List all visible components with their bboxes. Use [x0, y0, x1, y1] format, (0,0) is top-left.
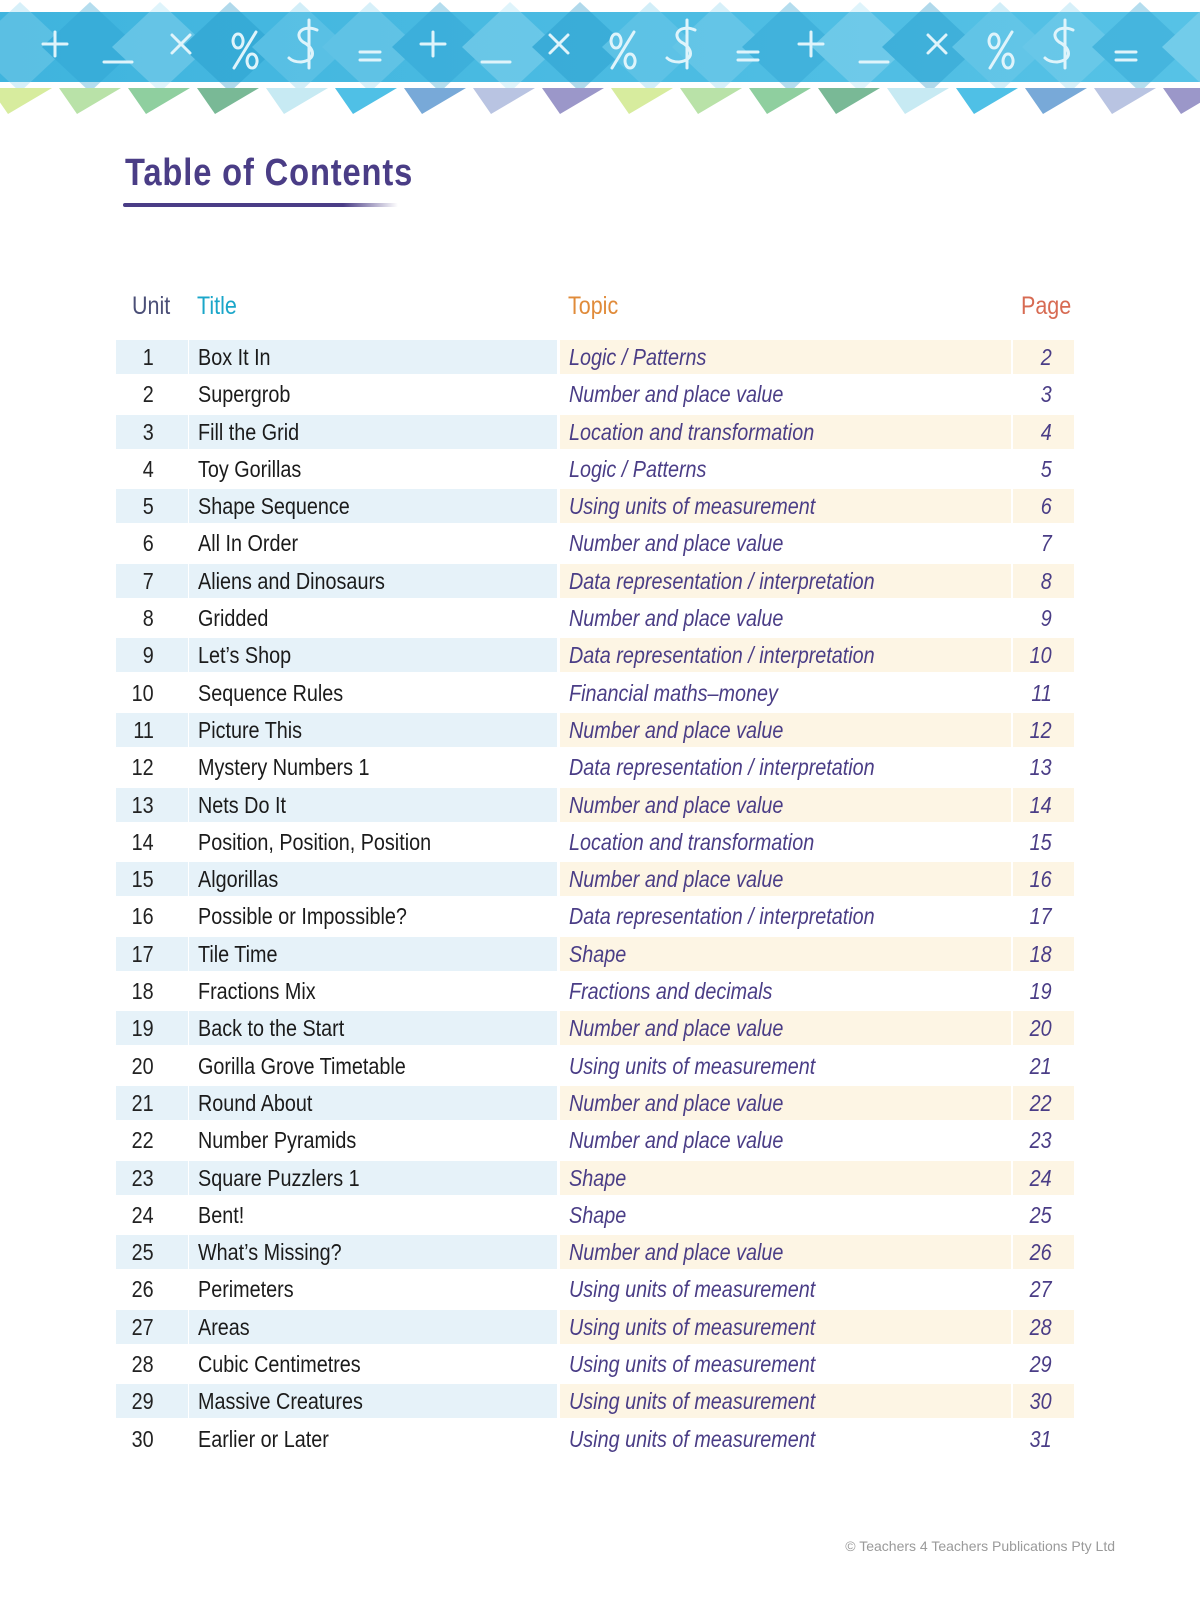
unit-number: 7 [142, 567, 154, 594]
unit-title: Earlier or Later [198, 1425, 329, 1452]
page-number-cell [1013, 526, 1074, 560]
unit-number-cell [116, 1310, 188, 1344]
table-row [0, 862, 1200, 899]
unit-number: 11 [133, 716, 154, 743]
page-number-cell [1013, 1123, 1074, 1157]
page-number-cell [1013, 1384, 1074, 1418]
unit-title: Square Puzzlers 1 [198, 1164, 360, 1191]
unit-title-cell [189, 974, 557, 1008]
unit-title-cell [189, 1310, 557, 1344]
unit-number: 26 [131, 1276, 154, 1303]
unit-number: 21 [131, 1089, 154, 1116]
page-number-cell [1013, 676, 1074, 710]
page-number: 4 [1040, 418, 1052, 445]
unit-number-cell [116, 1235, 188, 1269]
unit-title: Position, Position, Position [198, 828, 432, 855]
page-number: 9 [1040, 605, 1052, 632]
unit-title-cell [189, 564, 557, 598]
page-title: Table of Contents [125, 152, 414, 194]
page-number: 21 [1029, 1052, 1052, 1079]
unit-title-cell [189, 1235, 557, 1269]
unit-number: 2 [142, 381, 154, 408]
banner-triangle [1025, 88, 1087, 114]
unit-number: 1 [142, 344, 154, 370]
table-row [0, 750, 1200, 787]
unit-topic: Number and place value [569, 605, 784, 632]
unit-number-cell [116, 1272, 188, 1306]
banner-triangle [818, 88, 880, 114]
unit-topic: Shape [569, 1201, 627, 1228]
unit-number: 19 [131, 1015, 154, 1042]
page-number-cell [1013, 601, 1074, 635]
unit-number-cell [116, 862, 188, 896]
table-row [0, 452, 1200, 489]
unit-topic: Using units of measurement [569, 1052, 816, 1079]
unit-number: 4 [142, 455, 154, 482]
unit-number: 10 [131, 679, 154, 706]
table-row [0, 1011, 1200, 1048]
table-row [0, 1123, 1200, 1160]
page-number: 24 [1029, 1164, 1052, 1191]
unit-title-cell [189, 489, 557, 523]
unit-topic: Number and place value [569, 791, 784, 818]
page-number-cell [1013, 713, 1074, 747]
unit-title-cell [189, 937, 557, 971]
page-number-cell [1013, 825, 1074, 859]
unit-number-cell [116, 526, 188, 560]
table-row [0, 974, 1200, 1011]
unit-number-cell [116, 1011, 188, 1045]
page-number: 30 [1029, 1388, 1052, 1415]
page-number-cell [1013, 862, 1074, 896]
table-row [0, 1422, 1200, 1459]
copyright-notice: © Teachers 4 Teachers Publications Pty Ltd [845, 1538, 1115, 1554]
unit-topic-cell [560, 1161, 1011, 1195]
table-row [0, 1161, 1200, 1198]
page-number: 20 [1029, 1015, 1052, 1042]
unit-topic: Using units of measurement [569, 1313, 816, 1340]
unit-title: Algorillas [198, 866, 279, 893]
unit-number: 15 [131, 866, 154, 893]
unit-title: Bent! [198, 1201, 245, 1228]
unit-topic: Using units of measurement [569, 1425, 816, 1452]
unit-topic: Number and place value [569, 1239, 784, 1266]
unit-number-cell [116, 1422, 188, 1456]
page-number-cell [1013, 1198, 1074, 1232]
unit-title: Shape Sequence [198, 493, 350, 520]
table-row [0, 638, 1200, 675]
banner-triangle [749, 88, 811, 114]
unit-number: 30 [131, 1425, 154, 1452]
unit-topic-cell [560, 452, 1011, 486]
unit-topic: Data representation / interpretation [569, 642, 875, 669]
page-number: 31 [1029, 1425, 1052, 1452]
unit-title-cell [189, 1011, 557, 1045]
page-number-cell [1013, 1272, 1074, 1306]
unit-number-cell [116, 750, 188, 784]
unit-topic-cell [560, 676, 1011, 710]
unit-title-cell [189, 1384, 557, 1418]
unit-title-cell [189, 899, 557, 933]
unit-title-cell [189, 676, 557, 710]
contents-table [0, 340, 1200, 1459]
unit-number-cell [116, 340, 188, 374]
page-number-cell [1013, 1086, 1074, 1120]
unit-topic: Fractions and decimals [569, 978, 773, 1005]
unit-title: Sequence Rules [198, 679, 344, 706]
page-number: 3 [1040, 381, 1052, 408]
unit-topic: Data representation / interpretation [569, 754, 875, 781]
page-number-cell [1013, 340, 1074, 374]
page-number-cell [1013, 452, 1074, 486]
table-row [0, 788, 1200, 825]
unit-topic-cell [560, 1384, 1011, 1418]
page-number: 17 [1029, 903, 1052, 930]
banner-triangle [59, 88, 121, 114]
page-number-cell [1013, 489, 1074, 523]
unit-topic-cell [560, 526, 1011, 560]
unit-title: Fractions Mix [198, 978, 316, 1005]
page-number: 13 [1029, 754, 1052, 781]
unit-number: 3 [142, 418, 154, 445]
unit-title: Cubic Centimetres [198, 1351, 361, 1378]
page-number-cell [1013, 788, 1074, 822]
unit-number-cell [116, 1049, 188, 1083]
page-number: 14 [1029, 791, 1052, 818]
unit-number-cell [116, 788, 188, 822]
unit-topic-cell [560, 1422, 1011, 1456]
unit-title: Gorilla Grove Timetable [198, 1052, 406, 1079]
unit-title: Mystery Numbers 1 [198, 754, 370, 781]
table-row [0, 1310, 1200, 1347]
unit-topic-cell [560, 974, 1011, 1008]
page-number: 7 [1040, 530, 1052, 557]
unit-topic-cell [560, 415, 1011, 449]
table-row [0, 937, 1200, 974]
page-number: 29 [1029, 1351, 1052, 1378]
unit-topic: Data representation / interpretation [569, 567, 875, 594]
unit-number-cell [116, 1198, 188, 1232]
unit-topic: Number and place value [569, 1089, 784, 1116]
unit-topic: Number and place value [569, 1015, 784, 1042]
page-number-cell [1013, 1310, 1074, 1344]
unit-topic-cell [560, 713, 1011, 747]
unit-topic: Number and place value [569, 866, 784, 893]
banner-triangle [887, 88, 949, 114]
column-header-title: Title [197, 292, 237, 320]
unit-title-cell [189, 750, 557, 784]
unit-number: 5 [142, 493, 154, 520]
unit-title-cell [189, 340, 557, 374]
unit-number: 9 [142, 642, 154, 669]
table-row [0, 1049, 1200, 1086]
banner-triangle [335, 88, 397, 114]
unit-title: Box It In [198, 344, 271, 370]
table-row [0, 415, 1200, 452]
unit-number-cell [116, 452, 188, 486]
page-number: 27 [1029, 1276, 1052, 1303]
page-number: 18 [1029, 940, 1052, 967]
unit-number-cell [116, 937, 188, 971]
page-number-cell [1013, 1049, 1074, 1083]
unit-title-cell [189, 526, 557, 560]
unit-number: 24 [131, 1201, 154, 1228]
page-number: 12 [1029, 716, 1052, 743]
unit-topic: Number and place value [569, 530, 784, 557]
unit-title: Number Pyramids [198, 1127, 357, 1154]
table-row [0, 377, 1200, 414]
unit-topic: Financial maths–money [569, 679, 778, 706]
unit-number: 14 [131, 828, 154, 855]
unit-topic: Using units of measurement [569, 1388, 816, 1415]
unit-topic-cell [560, 1123, 1011, 1157]
unit-number-cell [116, 899, 188, 933]
table-row [0, 1235, 1200, 1272]
unit-number-cell [116, 489, 188, 523]
unit-topic-cell [560, 750, 1011, 784]
unit-topic-cell [560, 1235, 1011, 1269]
unit-title-cell [189, 638, 557, 672]
banner-triangle [611, 88, 673, 114]
unit-number-cell [116, 1161, 188, 1195]
unit-title: Aliens and Dinosaurs [198, 567, 385, 594]
unit-topic-cell [560, 937, 1011, 971]
unit-topic-cell [560, 1272, 1011, 1306]
unit-number: 25 [131, 1239, 154, 1266]
unit-number: 20 [131, 1052, 154, 1079]
unit-title-cell [189, 1161, 557, 1195]
unit-number-cell [116, 377, 188, 411]
unit-title-cell [189, 1422, 557, 1456]
unit-title: Back to the Start [198, 1015, 345, 1042]
unit-topic-cell [560, 1310, 1011, 1344]
unit-title-cell [189, 825, 557, 859]
unit-title: Supergrob [198, 381, 291, 408]
unit-number-cell [116, 1384, 188, 1418]
banner-triangle [680, 88, 742, 114]
unit-number: 23 [131, 1164, 154, 1191]
table-row [0, 340, 1200, 377]
unit-topic: Location and transformation [569, 828, 815, 855]
unit-topic: Using units of measurement [569, 493, 816, 520]
page-number-cell [1013, 415, 1074, 449]
page-number-cell [1013, 564, 1074, 598]
unit-number: 22 [131, 1127, 154, 1154]
unit-topic: Number and place value [569, 716, 784, 743]
page-number: 25 [1029, 1201, 1052, 1228]
page-number: 23 [1029, 1127, 1052, 1154]
unit-topic-cell [560, 1086, 1011, 1120]
unit-title-cell [189, 1086, 557, 1120]
unit-number: 29 [131, 1388, 154, 1415]
unit-topic: Logic / Patterns [569, 455, 707, 482]
page-number: 19 [1029, 978, 1052, 1005]
unit-title-cell [189, 415, 557, 449]
unit-title: Let’s Shop [198, 642, 292, 669]
unit-topic: Number and place value [569, 1127, 784, 1154]
table-row [0, 564, 1200, 601]
unit-title-cell [189, 713, 557, 747]
banner-triangle [542, 88, 604, 114]
page-number-cell [1013, 974, 1074, 1008]
page-number: 16 [1029, 866, 1052, 893]
unit-title: Possible or Impossible? [198, 903, 407, 930]
unit-title-cell [189, 1123, 557, 1157]
unit-number-cell [116, 415, 188, 449]
unit-topic-cell [560, 340, 1011, 374]
banner-triangle [0, 88, 52, 114]
unit-topic: Using units of measurement [569, 1351, 816, 1378]
unit-title: Toy Gorillas [198, 455, 302, 482]
unit-number: 18 [131, 978, 154, 1005]
unit-number: 13 [131, 791, 154, 818]
unit-topic-cell [560, 825, 1011, 859]
unit-title-cell [189, 601, 557, 635]
page-number-cell [1013, 1011, 1074, 1045]
unit-number: 28 [131, 1351, 154, 1378]
page-number-cell [1013, 1161, 1074, 1195]
table-row [0, 1198, 1200, 1235]
unit-number: 17 [131, 940, 154, 967]
page-number: 11 [1031, 679, 1052, 706]
unit-title-cell [189, 1049, 557, 1083]
unit-title: Areas [198, 1313, 250, 1340]
page-number-cell [1013, 1235, 1074, 1269]
unit-number: 8 [142, 605, 154, 632]
unit-topic-cell [560, 489, 1011, 523]
unit-topic: Location and transformation [569, 418, 815, 445]
unit-topic-cell [560, 601, 1011, 635]
page-number-cell [1013, 1422, 1074, 1456]
page-number-cell [1013, 899, 1074, 933]
banner-triangle [473, 88, 535, 114]
page-number: 5 [1040, 455, 1052, 482]
page-number-cell [1013, 1347, 1074, 1381]
banner-triangle [1163, 88, 1200, 114]
column-header-unit: Unit [132, 292, 171, 320]
unit-number-cell [116, 676, 188, 710]
unit-topic-cell [560, 899, 1011, 933]
unit-title: Tile Time [198, 940, 278, 967]
unit-title-cell [189, 1347, 557, 1381]
unit-title-cell [189, 862, 557, 896]
unit-title-cell [189, 788, 557, 822]
banner-triangle [404, 88, 466, 114]
unit-title-cell [189, 1272, 557, 1306]
unit-topic: Data representation / interpretation [569, 903, 875, 930]
unit-number-cell [116, 713, 188, 747]
unit-topic-cell [560, 1049, 1011, 1083]
unit-topic-cell [560, 788, 1011, 822]
unit-topic: Shape [569, 1164, 627, 1191]
unit-title: Picture This [198, 716, 303, 743]
unit-number-cell [116, 638, 188, 672]
unit-title-cell [189, 1198, 557, 1232]
column-header-topic: Topic [568, 292, 619, 320]
banner-triangle [956, 88, 1018, 114]
table-row [0, 526, 1200, 563]
unit-number: 12 [131, 754, 154, 781]
decorative-math-banner [0, 0, 1200, 130]
unit-number-cell [116, 825, 188, 859]
table-row [0, 676, 1200, 713]
unit-title-cell [189, 377, 557, 411]
unit-number: 16 [131, 903, 154, 930]
unit-number-cell [116, 1347, 188, 1381]
table-row [0, 489, 1200, 526]
banner-triangle [1094, 88, 1156, 114]
unit-topic: Number and place value [569, 381, 784, 408]
unit-topic: Logic / Patterns [569, 344, 707, 370]
banner-triangle [128, 88, 190, 114]
page-number-cell [1013, 638, 1074, 672]
unit-number-cell [116, 974, 188, 1008]
unit-topic-cell [560, 1198, 1011, 1232]
table-row [0, 825, 1200, 862]
page-number-cell [1013, 937, 1074, 971]
unit-number: 6 [142, 530, 154, 557]
unit-title: Massive Creatures [198, 1388, 363, 1415]
page-number-cell [1013, 750, 1074, 784]
unit-topic-cell [560, 638, 1011, 672]
unit-number-cell [116, 601, 188, 635]
unit-title: All In Order [198, 530, 299, 557]
table-row [0, 1272, 1200, 1309]
table-row [0, 899, 1200, 936]
unit-title: Round About [198, 1089, 313, 1116]
unit-topic-cell [560, 1011, 1011, 1045]
unit-topic: Using units of measurement [569, 1276, 816, 1303]
unit-topic-cell [560, 862, 1011, 896]
unit-number-cell [116, 1086, 188, 1120]
page-number: 28 [1029, 1313, 1052, 1340]
unit-title: What’s Missing? [198, 1239, 342, 1266]
table-row [0, 601, 1200, 638]
title-underline [123, 203, 398, 207]
unit-title: Fill the Grid [198, 418, 300, 445]
unit-title: Gridded [198, 605, 269, 632]
banner-triangle [266, 88, 328, 114]
page-number: 2 [1040, 344, 1052, 370]
page-number: 22 [1029, 1089, 1052, 1116]
table-row [0, 1384, 1200, 1421]
unit-topic-cell [560, 1347, 1011, 1381]
page-number: 26 [1029, 1239, 1052, 1266]
unit-title-cell [189, 452, 557, 486]
page-number: 6 [1040, 493, 1052, 520]
banner-triangle [197, 88, 259, 114]
unit-number: 27 [131, 1313, 154, 1340]
table-row [0, 1347, 1200, 1384]
unit-topic: Shape [569, 940, 627, 967]
table-row [0, 1086, 1200, 1123]
page-number: 10 [1029, 642, 1052, 669]
unit-title: Nets Do It [198, 791, 286, 818]
unit-number-cell [116, 564, 188, 598]
page-number-cell [1013, 377, 1074, 411]
page-number: 15 [1029, 828, 1052, 855]
column-header-page: Page [1021, 292, 1072, 320]
unit-number-cell [116, 1123, 188, 1157]
unit-title: Perimeters [198, 1276, 294, 1303]
unit-topic-cell [560, 377, 1011, 411]
table-row [0, 713, 1200, 750]
page-number: 8 [1040, 567, 1052, 594]
unit-topic-cell [560, 564, 1011, 598]
